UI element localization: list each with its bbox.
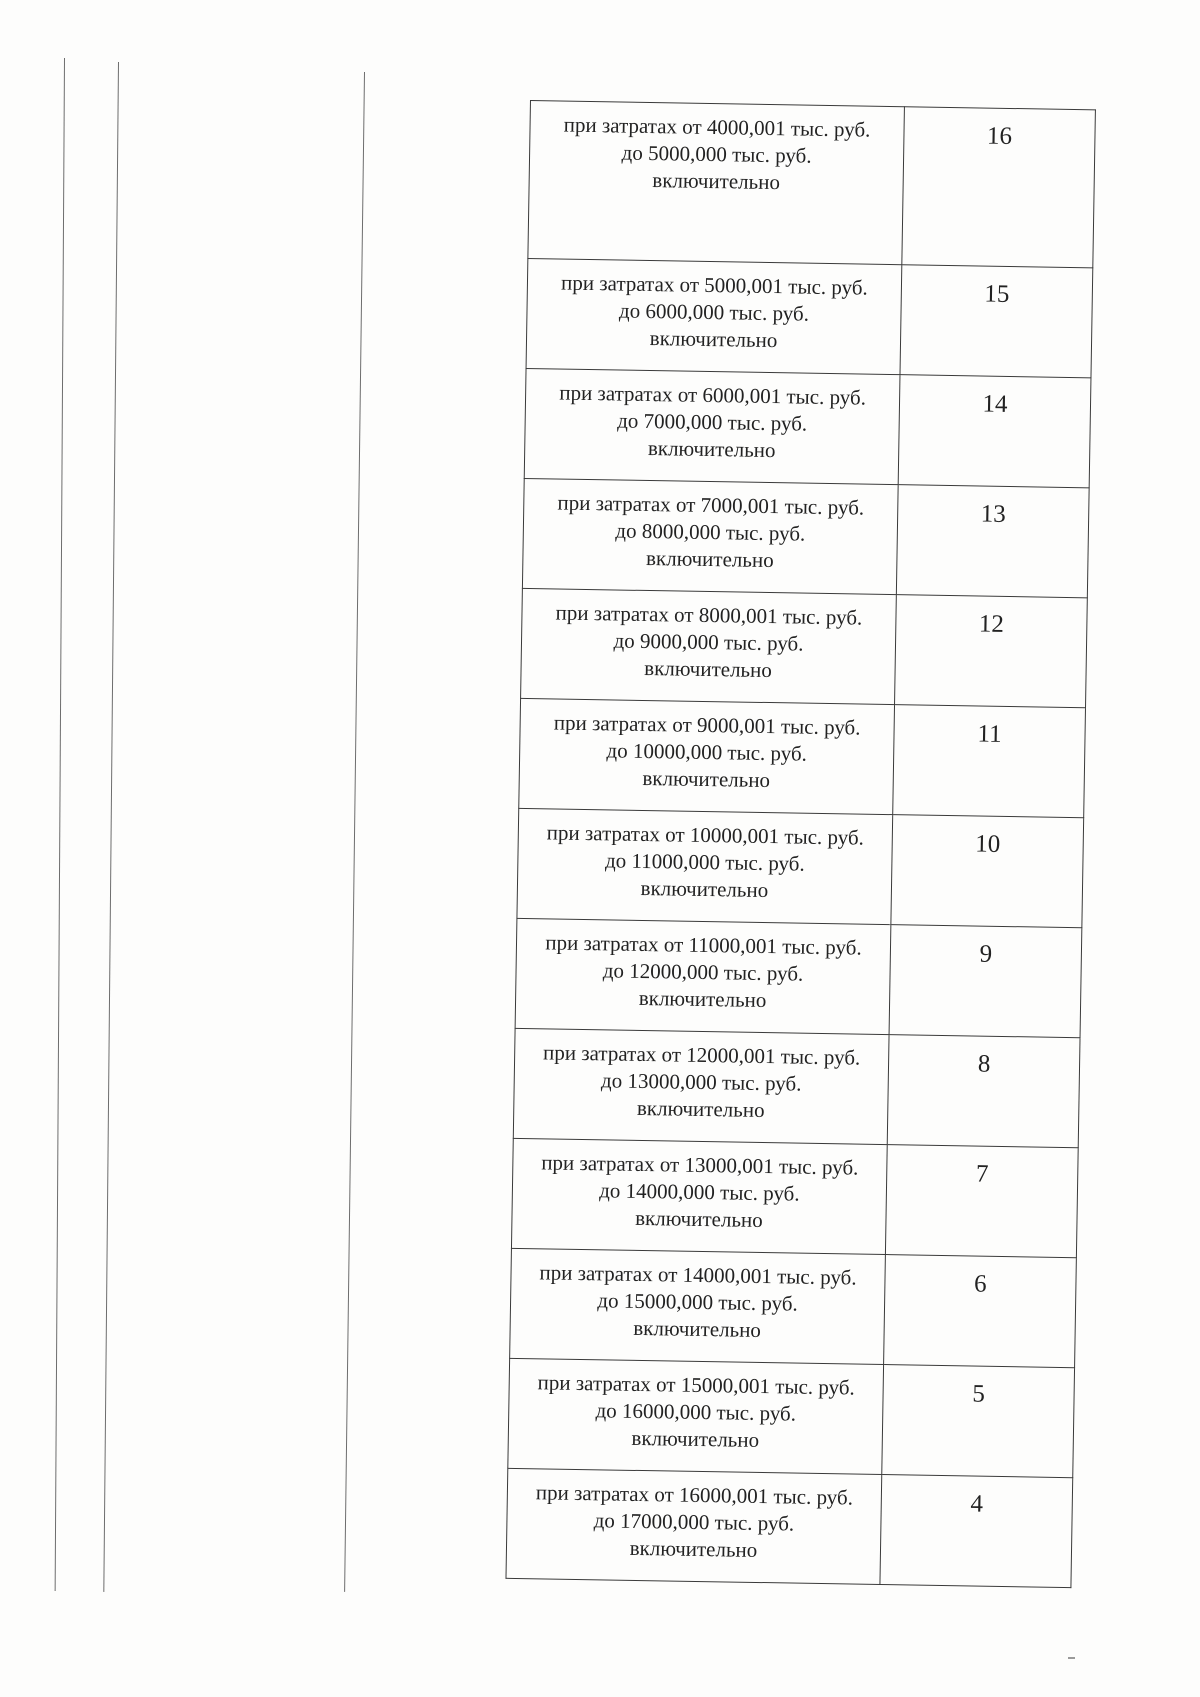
table-row — [506, 1468, 1073, 1587]
cost-range-to: до 5000,000 тыс. руб. — [621, 140, 812, 168]
cost-range-to: до 13000,000 тыс. руб. — [600, 1068, 802, 1096]
cost-range-inclusive: включительно — [631, 1425, 760, 1452]
cost-range-cell — [528, 101, 905, 265]
cost-range-from: при затратах от 4000,001 тыс. руб. — [563, 112, 871, 142]
cost-range-cell — [506, 1468, 882, 1584]
table-row — [524, 368, 1091, 487]
cost-range-inclusive: включительно — [642, 765, 771, 793]
margin-rule-line — [103, 62, 119, 1592]
cost-range-from: при затратах от 9000,001 тыс. руб. — [553, 710, 861, 740]
cost-range-inclusive: включительно — [640, 875, 769, 903]
cost-range-to: до 9000,000 тыс. руб. — [613, 628, 804, 656]
score-cell: 12 — [895, 595, 1088, 708]
cost-range-cell — [526, 258, 902, 374]
cost-range-from: при затратах от 15000,001 тыс. руб. — [537, 1370, 855, 1400]
column-rule-line — [344, 72, 365, 1592]
cost-range-cell — [513, 1028, 889, 1144]
cost-range-inclusive: включительно — [647, 436, 776, 463]
cost-range-to: до 6000,000 тыс. руб. — [618, 298, 810, 326]
table-row — [508, 1358, 1075, 1477]
cost-range-from: при затратах от 7000,001 тыс. руб. — [557, 490, 865, 520]
cost-range-to: до 15000,000 тыс. руб. — [597, 1288, 798, 1316]
cost-range-from: при затратах от 11000,001 тыс. руб. — [545, 930, 862, 960]
cost-range-to: до 12000,000 тыс. руб. — [602, 958, 804, 986]
cost-range-from: при затратах от 6000,001 тыс. руб. — [559, 380, 867, 410]
cost-range-inclusive: включительно — [634, 1205, 763, 1233]
score-cell: 14 — [898, 375, 1091, 488]
cost-range-to: до 14000,000 тыс. руб. — [599, 1178, 800, 1206]
score-cell: 16 — [902, 107, 1096, 268]
cost-range-to: до 11000,000 тыс. руб. — [604, 848, 805, 876]
score-cell: 13 — [896, 485, 1089, 598]
cost-range-from: при затратах от 13000,001 тыс. руб. — [541, 1150, 859, 1180]
score-cell: 7 — [885, 1145, 1078, 1258]
cost-range-to: до 8000,000 тыс. руб. — [615, 518, 806, 546]
cost-range-cell — [515, 918, 891, 1034]
table-row — [510, 1248, 1077, 1367]
cost-range-inclusive: включительно — [644, 655, 773, 683]
cost-range-to: до 7000,000 тыс. руб. — [617, 408, 808, 436]
table-row — [522, 478, 1089, 597]
margin-rule-line — [55, 58, 65, 1591]
table-row — [515, 918, 1082, 1037]
table-row — [521, 588, 1088, 707]
cost-range-inclusive: включительно — [636, 1095, 765, 1123]
score-cell: 10 — [891, 815, 1084, 928]
table-row — [519, 698, 1086, 817]
table-row — [513, 1028, 1080, 1147]
cost-range-to: до 17000,000 тыс. руб. — [593, 1508, 795, 1536]
cost-range-from: при затратах от 10000,001 тыс. руб. — [546, 820, 865, 850]
cost-range-cell — [524, 368, 900, 484]
cost-range-from: при затратах от 5000,001 тыс. руб. — [560, 270, 868, 300]
cost-score-table — [505, 100, 1095, 1588]
score-cell: 11 — [893, 705, 1086, 818]
cost-range-cell — [517, 808, 893, 924]
score-cell: 4 — [880, 1475, 1073, 1588]
cost-range-inclusive: включительно — [638, 985, 767, 1013]
table-row — [528, 101, 1096, 268]
cost-range-cell — [521, 588, 897, 704]
cost-range-inclusive: включительно — [645, 545, 774, 573]
cost-range-from: при затратах от 12000,001 тыс. руб. — [542, 1040, 861, 1070]
table-row — [526, 258, 1093, 377]
score-cell: 6 — [884, 1255, 1077, 1368]
cost-range-inclusive: включительно — [629, 1535, 758, 1562]
cost-range-from: при затратах от 14000,001 тыс. руб. — [539, 1260, 857, 1290]
cost-range-to: до 16000,000 тыс. руб. — [595, 1398, 797, 1426]
cost-range-inclusive: включительно — [633, 1315, 762, 1342]
score-cell: 8 — [887, 1035, 1080, 1148]
cost-range-cell — [511, 1138, 887, 1254]
table-row — [511, 1138, 1078, 1257]
cost-score-table-container — [505, 100, 1094, 1588]
cost-range-cell — [510, 1248, 886, 1364]
scan-speck — [1068, 1657, 1075, 1659]
cost-range-cell — [522, 478, 898, 594]
cost-range-to: до 10000,000 тыс. руб. — [606, 738, 808, 766]
cost-range-cell — [519, 698, 895, 814]
cost-range-inclusive: включительно — [649, 326, 778, 353]
cost-range-from: при затратах от 8000,001 тыс. руб. — [555, 600, 863, 630]
score-cell: 5 — [882, 1365, 1075, 1478]
cost-range-from: при затратах от 16000,001 тыс. руб. — [535, 1480, 854, 1510]
score-cell: 9 — [889, 925, 1082, 1038]
cost-range-cell — [508, 1358, 884, 1474]
cost-range-inclusive: включительно — [652, 168, 781, 195]
score-cell: 15 — [900, 265, 1093, 378]
table-row — [517, 808, 1084, 927]
